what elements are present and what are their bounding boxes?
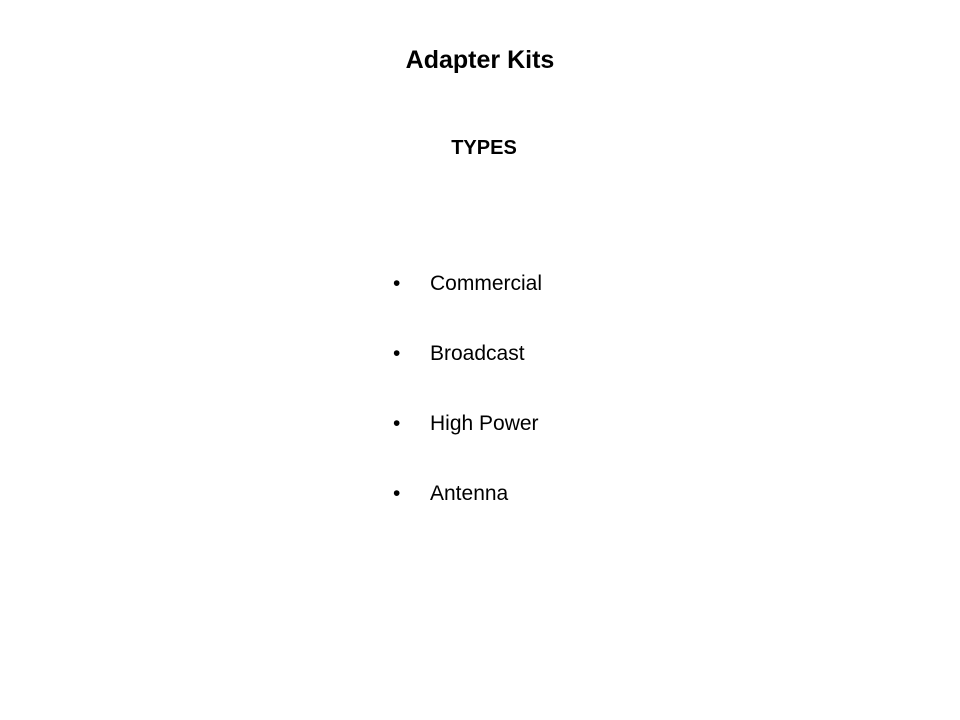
bullet-icon: • (393, 272, 401, 295)
list-item-label: High Power (430, 412, 539, 435)
list-item-label: Commercial (430, 272, 543, 295)
list-item-label: Antenna (430, 482, 509, 505)
bullet-icon: • (393, 482, 401, 505)
bullet-icon: • (393, 342, 401, 365)
list-item-label: Broadcast (430, 342, 525, 365)
slide-subtitle: TYPES (451, 137, 517, 159)
bullet-icon: • (393, 412, 401, 435)
slide-title: Adapter Kits (405, 46, 555, 74)
